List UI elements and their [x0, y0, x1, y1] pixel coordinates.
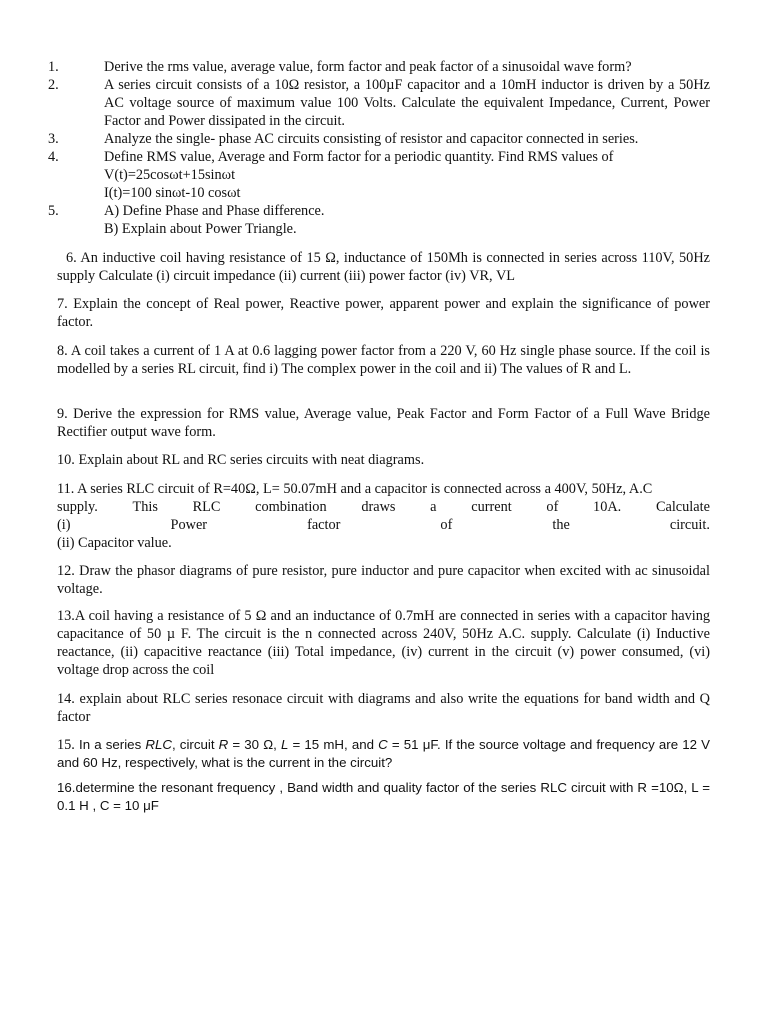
equation-voltage: V(t)=25cosωt+15sinωt [104, 167, 236, 183]
question-15-text [57, 737, 710, 770]
word: supply. [57, 499, 98, 515]
word: draws [361, 499, 396, 515]
question-15-number: 15. [57, 737, 75, 753]
word: combination [255, 499, 327, 515]
word: 10A. [593, 499, 622, 515]
question-text: Analyze the single- phase AC circuits consisting of resistor and capacitor connected in series. [104, 131, 639, 147]
question-number: 3. [48, 131, 59, 147]
question-11-line-3 [57, 516, 710, 534]
question-7: 7. Explain the concept of Real power, Reactive power, apparent power and explain the significance of power factor. [57, 296, 710, 330]
question-15 [57, 736, 710, 772]
question-9: 9. Derive the expression for RMS value, Average value, Peak Factor and Form Factor of a Full Wave Bridge Rectifier output wave form. [57, 406, 710, 440]
equation-current: I(t)=100 sinωt-10 cosωt [104, 185, 241, 201]
text-segment: In a series [74, 737, 146, 752]
question-11-line-2 [57, 498, 710, 516]
question-number: 4. [48, 149, 59, 165]
word: the [552, 517, 570, 533]
text-segment: = 15 mH, and [288, 737, 379, 752]
variable-rlc: RLC [145, 737, 172, 752]
question-part-a: A) Define Phase and Phase difference. [104, 203, 325, 219]
question-12: 12. Draw the phasor diagrams of pure resistor, pure inductor and pure capacitor when excited with ac sinusoidal voltage. [57, 563, 710, 597]
word: of [546, 499, 559, 515]
word: current [471, 499, 512, 515]
question-text: A series circuit consists of a 10Ω resistor, a 100µF capacitor and a 10mH inductor is driven by a 50Hz AC voltage source of maximum value 100 Volts. Calculate the equivalent Impedance, Current, Power Factor and Power dissipated in the circuit. [104, 77, 710, 129]
numbered-question-list [48, 58, 710, 238]
question-8: 8. A coil takes a current of 1 A at 0.6 lagging power factor from a 220 V, 60 Hz single phase source. If the coil is modelled by a series RL circuit, find i) The complex power in the coil and ii) The values of R and L. [57, 343, 710, 377]
text-segment: = 51 μF. If the source voltage and frequency are 12 V and 60 Hz, respectively, what is the current in the circuit? [57, 737, 711, 770]
question-part-b: B) Explain about Power Triangle. [104, 221, 297, 237]
text-segment: = 30 Ω, [228, 737, 281, 752]
question-number: 1. [48, 59, 59, 75]
word: Power [170, 517, 208, 533]
question-number: 2. [48, 77, 59, 93]
question-13: 13.A coil having a resistance of 5 Ω and an inductance of 0.7mH are connected in series with a capacitor having capacitance of 50 µ F. The circuit is the n connected across 240V, 50Hz A.C. supply. Calculate (i) Inductive reactance, (ii) capacitive reactance (iii) Total impedance, (iv) current in the circuit (v) power consumed, (vi) voltage drop across the coil [57, 608, 710, 678]
question-5 [48, 202, 710, 238]
question-11-line-4: (ii) Capacitor value. [57, 535, 172, 551]
question-text: Derive the rms value, average value, form factor and peak factor of a sinusoidal wave form? [104, 59, 632, 75]
word: RLC [192, 499, 221, 515]
text-segment: , circuit [171, 737, 219, 752]
word: circuit. [669, 517, 710, 533]
question-1 [48, 58, 710, 76]
question-16: 16.determine the resonant frequency , Band width and quality factor of the series RLC circuit with R =10Ω, L = 0.1 H , C = 10 μF [57, 780, 710, 813]
variable-c: C [378, 737, 388, 752]
question-14: 14. explain about RLC series resonace circuit with diagrams and also write the equations for band width and Q factor [57, 691, 710, 725]
question-number: 5. [48, 203, 59, 219]
word: of [440, 517, 453, 533]
variable-l: L [280, 737, 289, 752]
question-text: Define RMS value, Average and Form factor for a periodic quantity. Find RMS values of [104, 149, 614, 165]
question-4 [48, 148, 710, 202]
question-11 [57, 480, 710, 552]
word: a [430, 499, 437, 515]
question-3 [48, 130, 710, 148]
question-11-line-1: 11. A series RLC circuit of R=40Ω, L= 50.07mH and a capacitor is connected across a 400V, 50Hz, A.C [57, 481, 653, 497]
word: Calculate [655, 499, 710, 515]
word: This [132, 499, 158, 515]
question-6: 6. An inductive coil having resistance of 15 Ω, inductance of 150Mh is connected in series across 110V, 50Hz supply Calculate (i) circuit impedance (ii) current (iii) power factor (iv) VR, VL [57, 250, 710, 284]
word: factor [307, 517, 341, 533]
variable-r: R [218, 737, 229, 752]
word: (i) [57, 517, 71, 533]
question-2 [48, 76, 710, 130]
question-10: 10. Explain about RL and RC series circuits with neat diagrams. [57, 452, 425, 468]
